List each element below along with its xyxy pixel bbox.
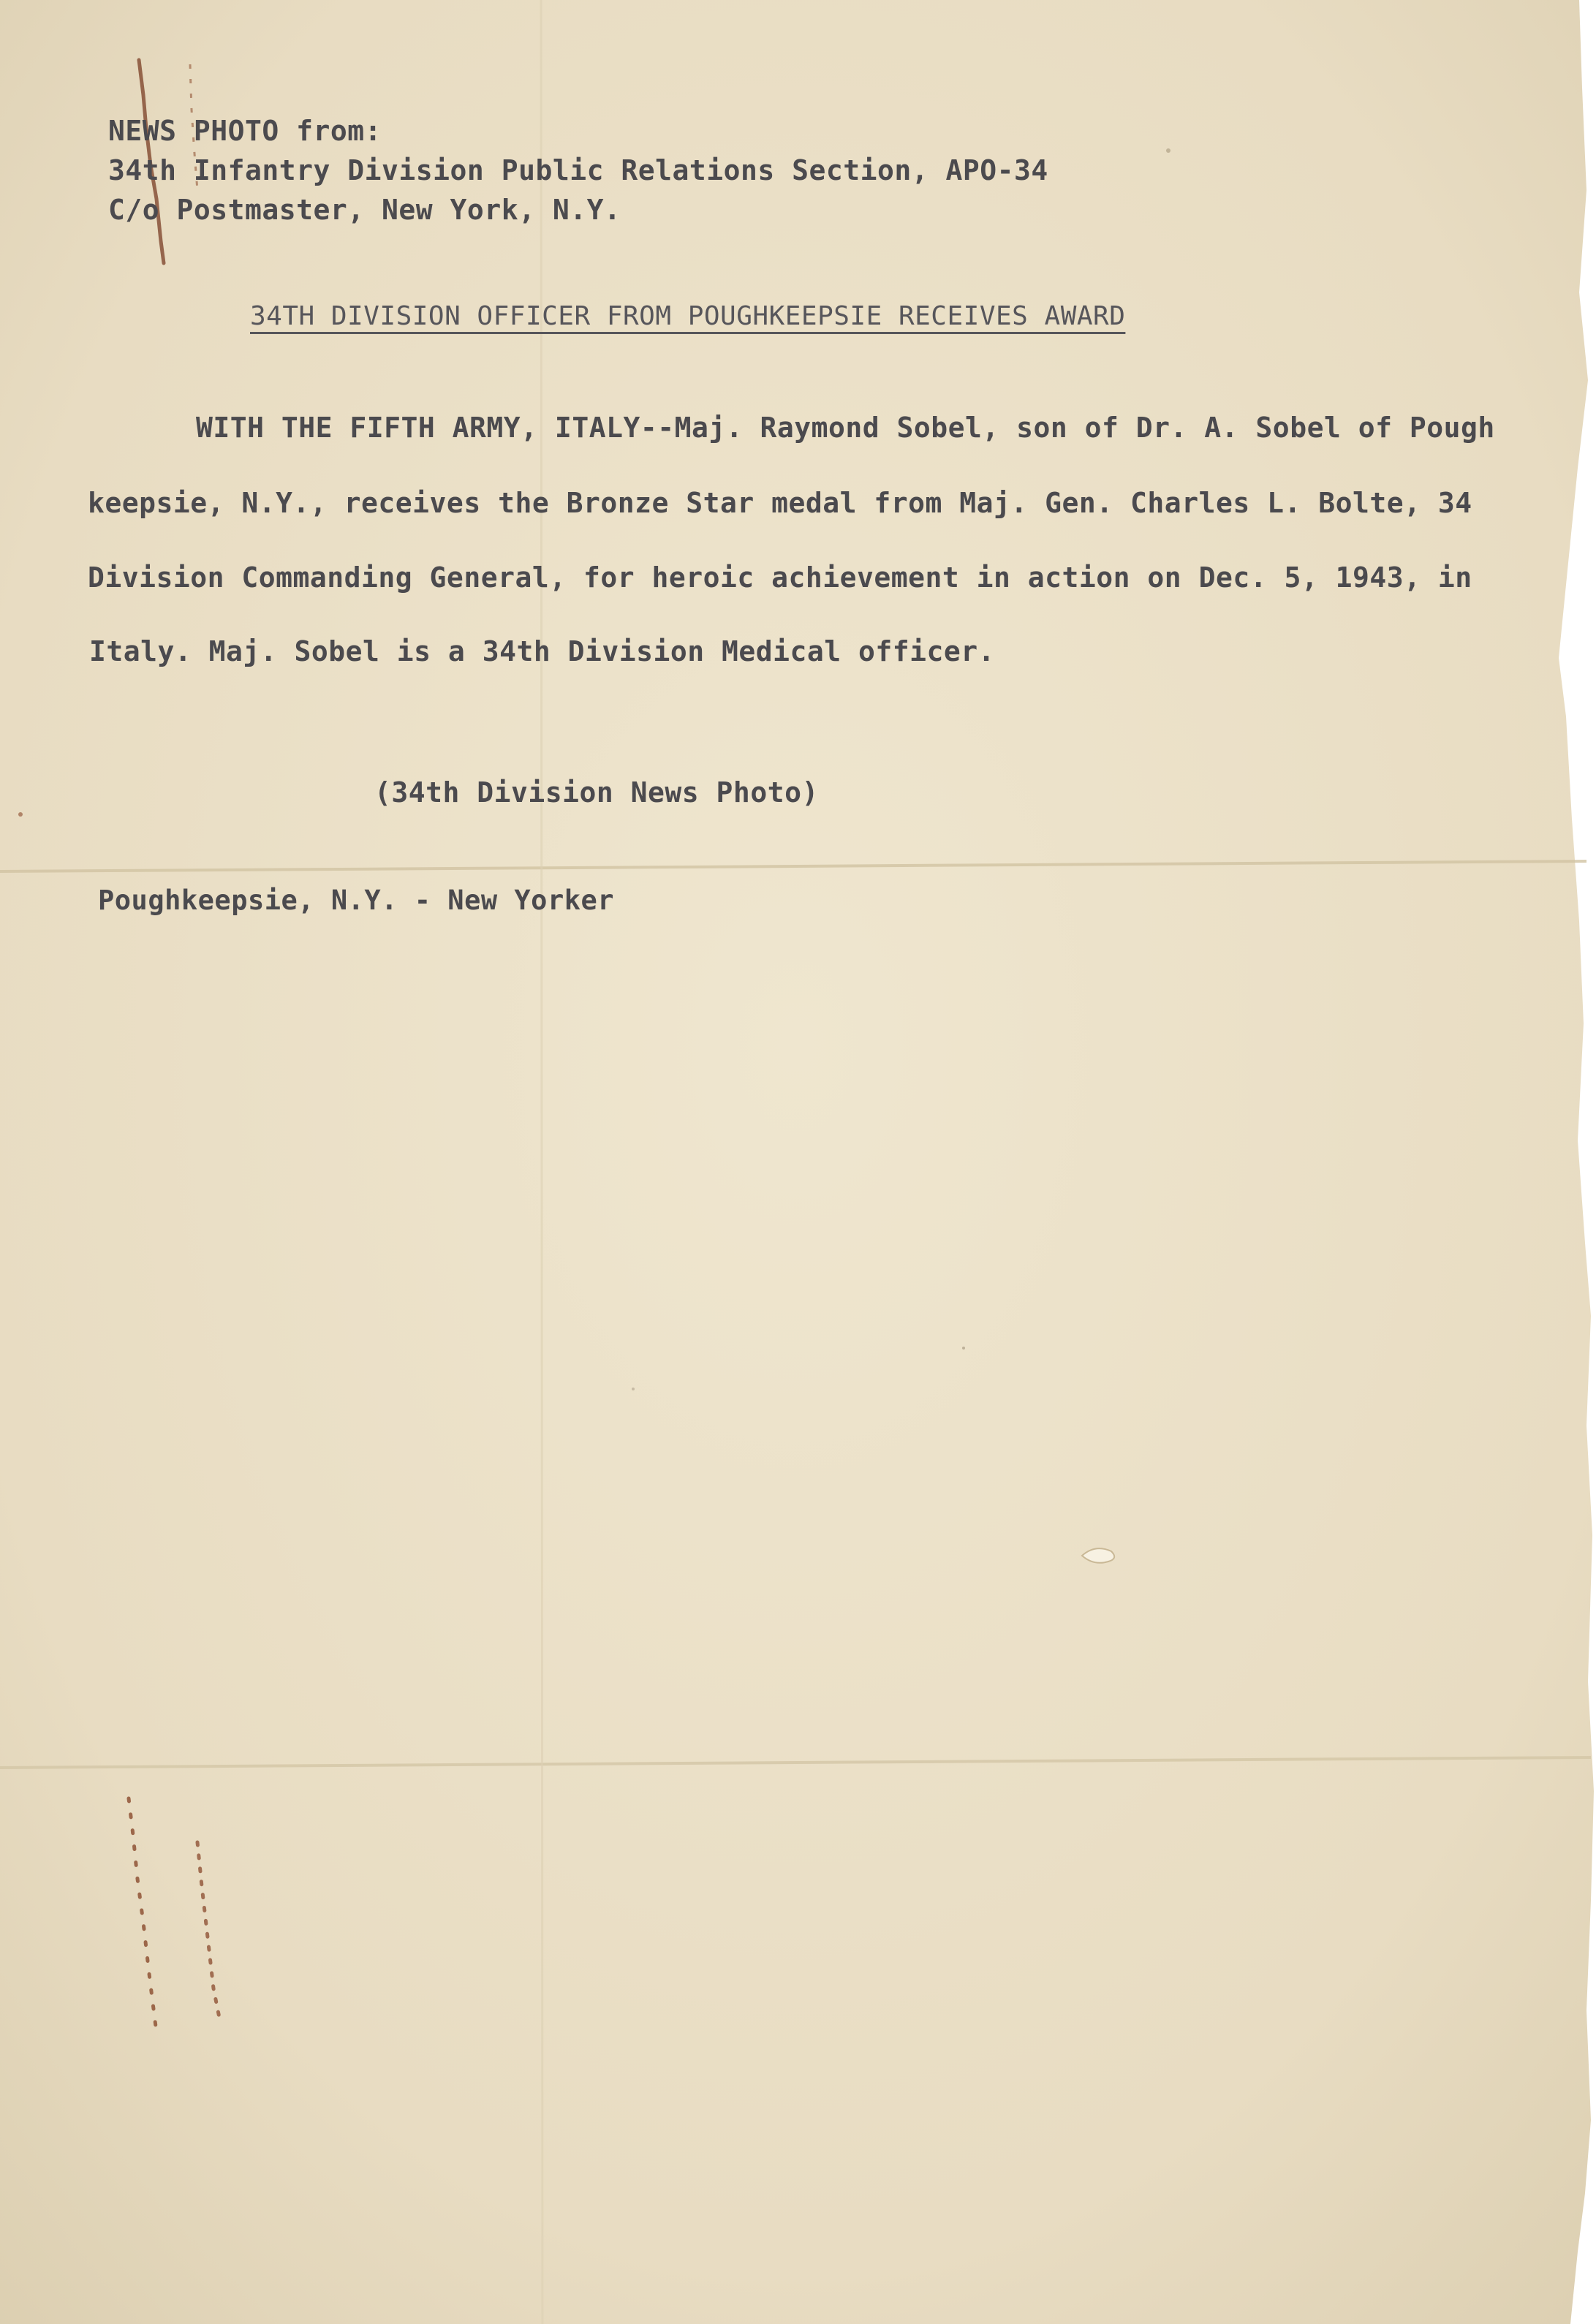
- sender-organization: 34th Infantry Division Public Relations Section, APO-34: [108, 154, 1048, 186]
- destination-paper: Poughkeepsie, N.Y. - New Yorker: [98, 885, 615, 916]
- photo-credit: (34th Division News Photo): [374, 776, 819, 809]
- body-line-4: Italy. Maj. Sobel is a 34th Division Medical officer.: [89, 635, 996, 667]
- sender-label: NEWS PHOTO from:: [108, 115, 382, 147]
- body-line-3: Division Commanding General, for heroic achievement in action on Dec. 5, 1943, in: [88, 561, 1472, 594]
- body-line-1: WITH THE FIFTH ARMY, ITALY--Maj. Raymond Sobel, son of Dr. A. Sobel of Pough: [196, 412, 1495, 444]
- sender-address: C/o Postmaster, New York, N.Y.: [108, 194, 621, 226]
- body-line-2: keepsie, N.Y., receives the Bronze Star medal from Maj. Gen. Charles L. Bolte, 34: [88, 487, 1472, 519]
- headline: 34TH DIVISION OFFICER FROM POUGHKEEPSIE RECEIVES AWARD: [250, 301, 1126, 331]
- fold-line-vertical: [541, 0, 542, 2324]
